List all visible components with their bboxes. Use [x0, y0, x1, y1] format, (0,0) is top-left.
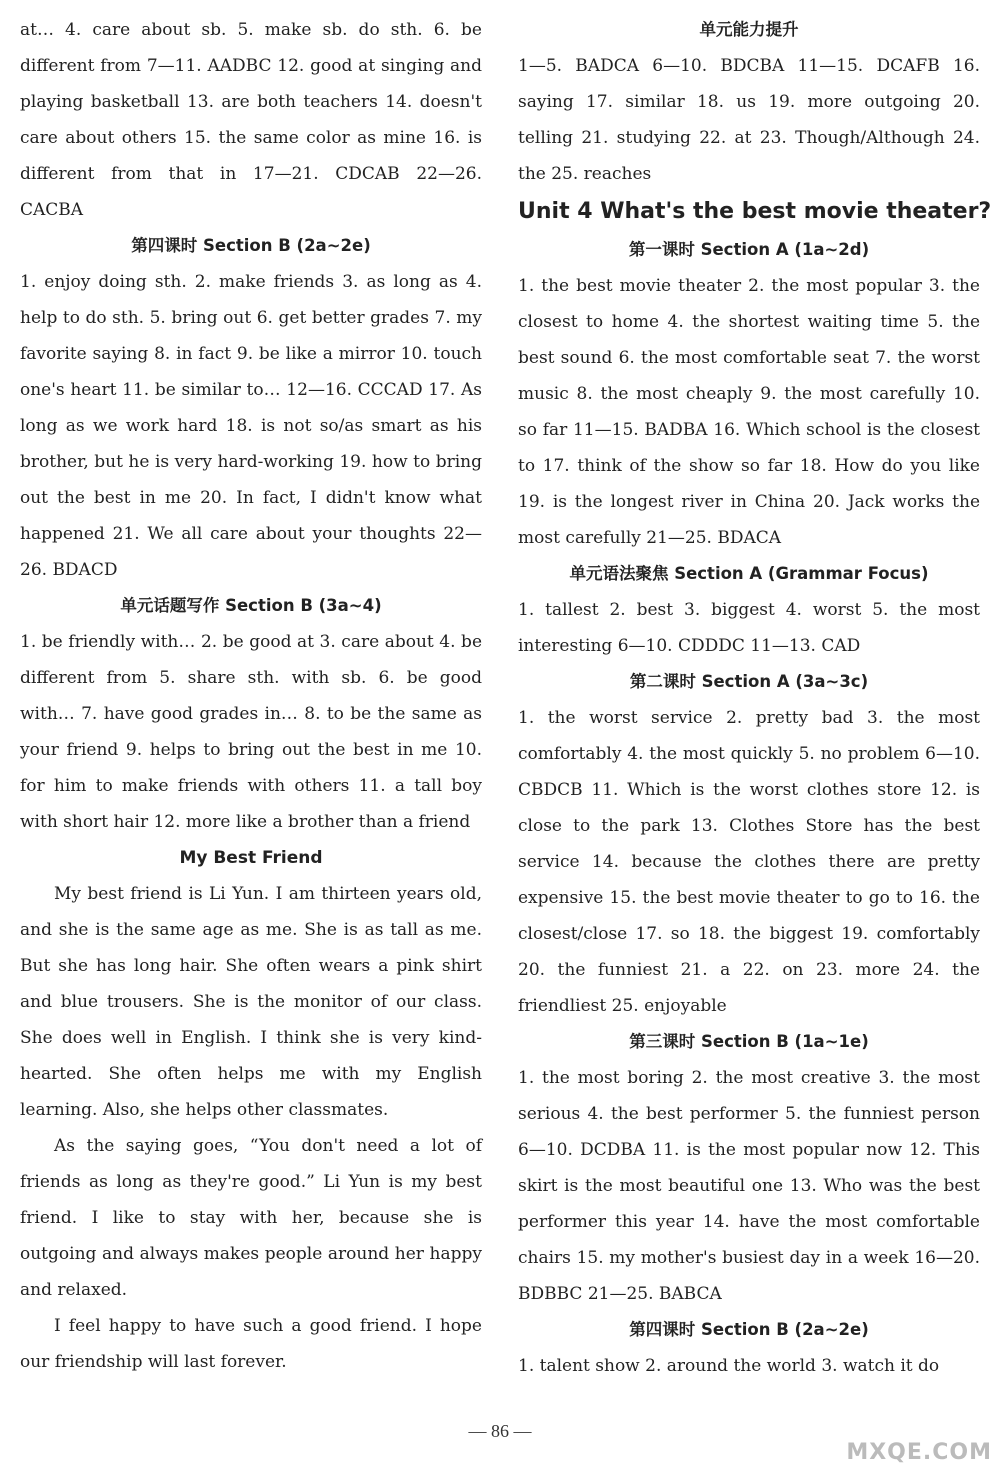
essay-paragraph: My best friend is Li Yun. I am thirteen years old, and she is the same age as me. She is as tall as me. But she has long hair. She often wears a pink shirt and blue trousers. She is the monitor of our class. She does well in English. I think she is very kind-hearted. She often helps me with my English learning. Also, she helps other classmates.	[20, 884, 482, 1120]
essay-title: My Best Friend	[179, 848, 323, 868]
unit-title: Unit 4 What's the best movie theater?	[518, 199, 992, 224]
answer-block-grammar-focus: 1. tallest 2. best 3. biggest 4. worst 5. the most interesting 6—10. CDDDC 11—13. CAD	[518, 600, 980, 656]
section-heading-grammar-focus: 单元语法聚焦 Section A (Grammar Focus)	[569, 564, 929, 583]
answer-block-lesson4-section-b: 1. enjoy doing sth. 2. make friends 3. as long as 4. help to do sth. 5. bring out 6. get better grades 7. my favorite saying 8. in fact 9. be like a mirror 10. touch one's heart 11. be similar to… 12—16. CCCAD 17. As long as we work hard 18. is not so/as smart as his brother, but he is very hard-working 19. how to bring out the best in me 20. In fact, I didn't know what happened 21. We all care about your thoughts 22—26. BDACD	[20, 272, 482, 580]
section-heading-lesson1-section-a: 第一课时 Section A (1a∼2d)	[628, 240, 870, 259]
answer-block-lesson4-section-b: 1. talent show 2. around the world 3. watch it do	[518, 1356, 940, 1376]
essay-paragraph: I feel happy to have such a good friend. I hope our friendship will last forever.	[20, 1316, 482, 1372]
section-heading-unit-writing: 单元话题写作 Section B (3a∼4)	[120, 596, 382, 615]
watermark-logo: MXQE.COM	[846, 1440, 992, 1465]
answer-block-unit3-section-b-tail: at… 4. care about sb. 5. make sb. do sth. 6. be different from 7—11. AADBC 12. good at singing and playing basketball 13. are both teachers 14. doesn't care about others 15. the same color as mine 16. is different from that in 17—21. CDCAB 22—26. CACBA	[20, 20, 482, 220]
section-heading-lesson2-section-a: 第二课时 Section A (3a∼3c)	[629, 672, 869, 691]
section-heading-unit-ability: 单元能力提升	[699, 20, 799, 39]
section-heading-lesson3-section-b: 第三课时 Section B (1a∼1e)	[629, 1032, 869, 1051]
section-heading-lesson4-section-b: 第四课时 Section B (2a∼2e)	[131, 236, 371, 255]
answer-block-unit-ability: 1—5. BADCA 6—10. BDCBA 11—15. DCAFB 16. saying 17. similar 18. us 19. more outgoing 20. telling 21. studying 22. at 23. Though/Although 24. the 25. reaches	[518, 56, 980, 184]
right-column	[518, 12, 992, 1384]
answer-block-lesson3-section-b: 1. the most boring 2. the most creative 3. the most serious 4. the best performer 5. the funniest person 6—10. DCDBA 11. is the most popular now 12. This skirt is the most beautiful one 13. Who was the best performer this year 14. have the most comfortable chairs 15. my mother's busiest day in a week 16—20. BDBBC 21—25. BABCA	[518, 1068, 980, 1304]
page-number: — 86 —	[468, 1421, 532, 1441]
left-column	[20, 12, 482, 1380]
essay-paragraph: As the saying goes, “You don't need a lot of friends as long as they're good.” Li Yun is my best friend. I like to stay with her, because she is outgoing and always makes people around her happy and relaxed.	[20, 1136, 482, 1300]
answer-block-unit-writing: 1. be friendly with… 2. be good at 3. care about 4. be different from 5. share sth. with sb. 6. be good with… 7. have good grades in… 8. to be the same as your friend 9. helps to bring out the best in me 10. for him to make friends with others 11. a tall boy with short hair 12. more like a brother than a friend	[20, 632, 482, 832]
answer-block-lesson2-section-a: 1. the worst service 2. pretty bad 3. the most comfortably 4. the most quickly 5. no problem 6—10. CBDCB 11. Which is the worst clothes store 12. is close to the park 13. Clothes Store has the best service 14. because the clothes there are pretty expensive 15. the best movie theater to go to 16. the closest/close 17. so 18. the biggest 19. comfortably 20. the funniest 21. a 22. on 23. more 24. the friendliest 25. enjoyable	[518, 708, 980, 1016]
essay-body	[20, 876, 482, 1380]
answer-block-lesson1-section-a: 1. the best movie theater 2. the most popular 3. the closest to home 4. the shortest waiting time 5. the best sound 6. the most comfortable seat 7. the worst music 8. the most cheaply 9. the most carefully 10. so far 11—15. BADBA 16. Which school is the closest to 17. think of the show so far 18. How do you like 19. is the longest river in China 20. Jack works the most carefully 21—25. BDACA	[518, 276, 980, 548]
section-heading-lesson4-section-b: 第四课时 Section B (2a∼2e)	[629, 1320, 869, 1339]
